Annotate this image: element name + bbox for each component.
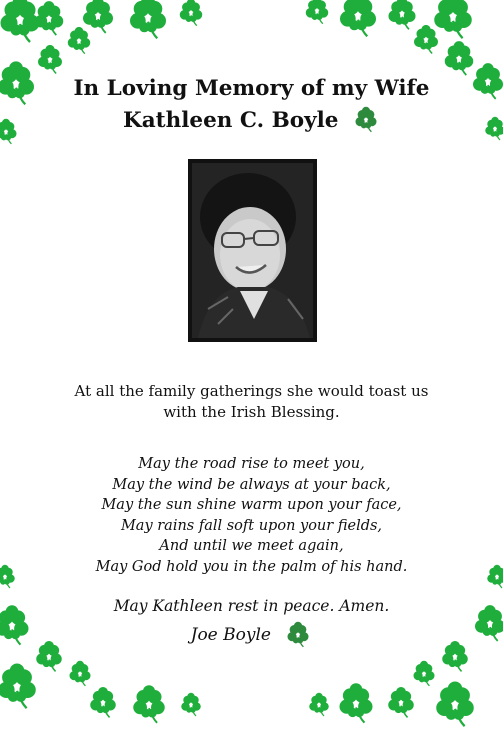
- shamrock-icon: [124, 0, 172, 42]
- shamrock-icon: [302, 0, 332, 26]
- shamrock-icon: [176, 0, 206, 28]
- shamrock-icon: [0, 662, 42, 712]
- shamrock-icon: [334, 0, 382, 40]
- shamrock-icon: [410, 24, 442, 56]
- intro-line: At all the family gatherings she would toast us: [74, 382, 429, 400]
- shamrock-icon: [66, 660, 94, 688]
- blessing-line: May God hold you in the palm of his hand.: [95, 558, 408, 575]
- name-text: Kathleen C. Boyle: [123, 107, 339, 133]
- shamrock-icon: [30, 0, 68, 38]
- shamrock-icon: [284, 620, 312, 650]
- blessing-line: May the wind be always at your back,: [112, 476, 391, 493]
- signature-text: Joe Boyle: [190, 625, 271, 645]
- shamrock-icon: [64, 26, 94, 56]
- shamrock-icon: [178, 692, 204, 718]
- subtitle-name: [0, 105, 503, 135]
- signature: [0, 620, 503, 650]
- closing-text: May Kathleen rest in peace. Amen.: [113, 597, 390, 615]
- intro-line: with the Irish Blessing.: [163, 403, 340, 421]
- irish-blessing: [0, 454, 503, 577]
- blessing-line: May the sun shine warm upon your face,: [101, 497, 402, 513]
- shamrock-icon: [430, 680, 480, 730]
- blessing-line: And until we meet again,: [159, 538, 344, 554]
- portrait-photo: [188, 159, 317, 342]
- portrait-image: [188, 159, 317, 342]
- shamrock-icon: [128, 684, 170, 726]
- intro-text: [0, 381, 503, 423]
- blessing-line: May rains fall soft upon your fields,: [120, 517, 383, 534]
- page-title: In Loving Memory of my Wife: [73, 76, 430, 101]
- shamrock-icon: [334, 682, 378, 726]
- shamrock-icon: [306, 692, 332, 718]
- blessing-line: May the road rise to meet you,: [138, 456, 365, 472]
- shamrock-icon: [352, 105, 380, 135]
